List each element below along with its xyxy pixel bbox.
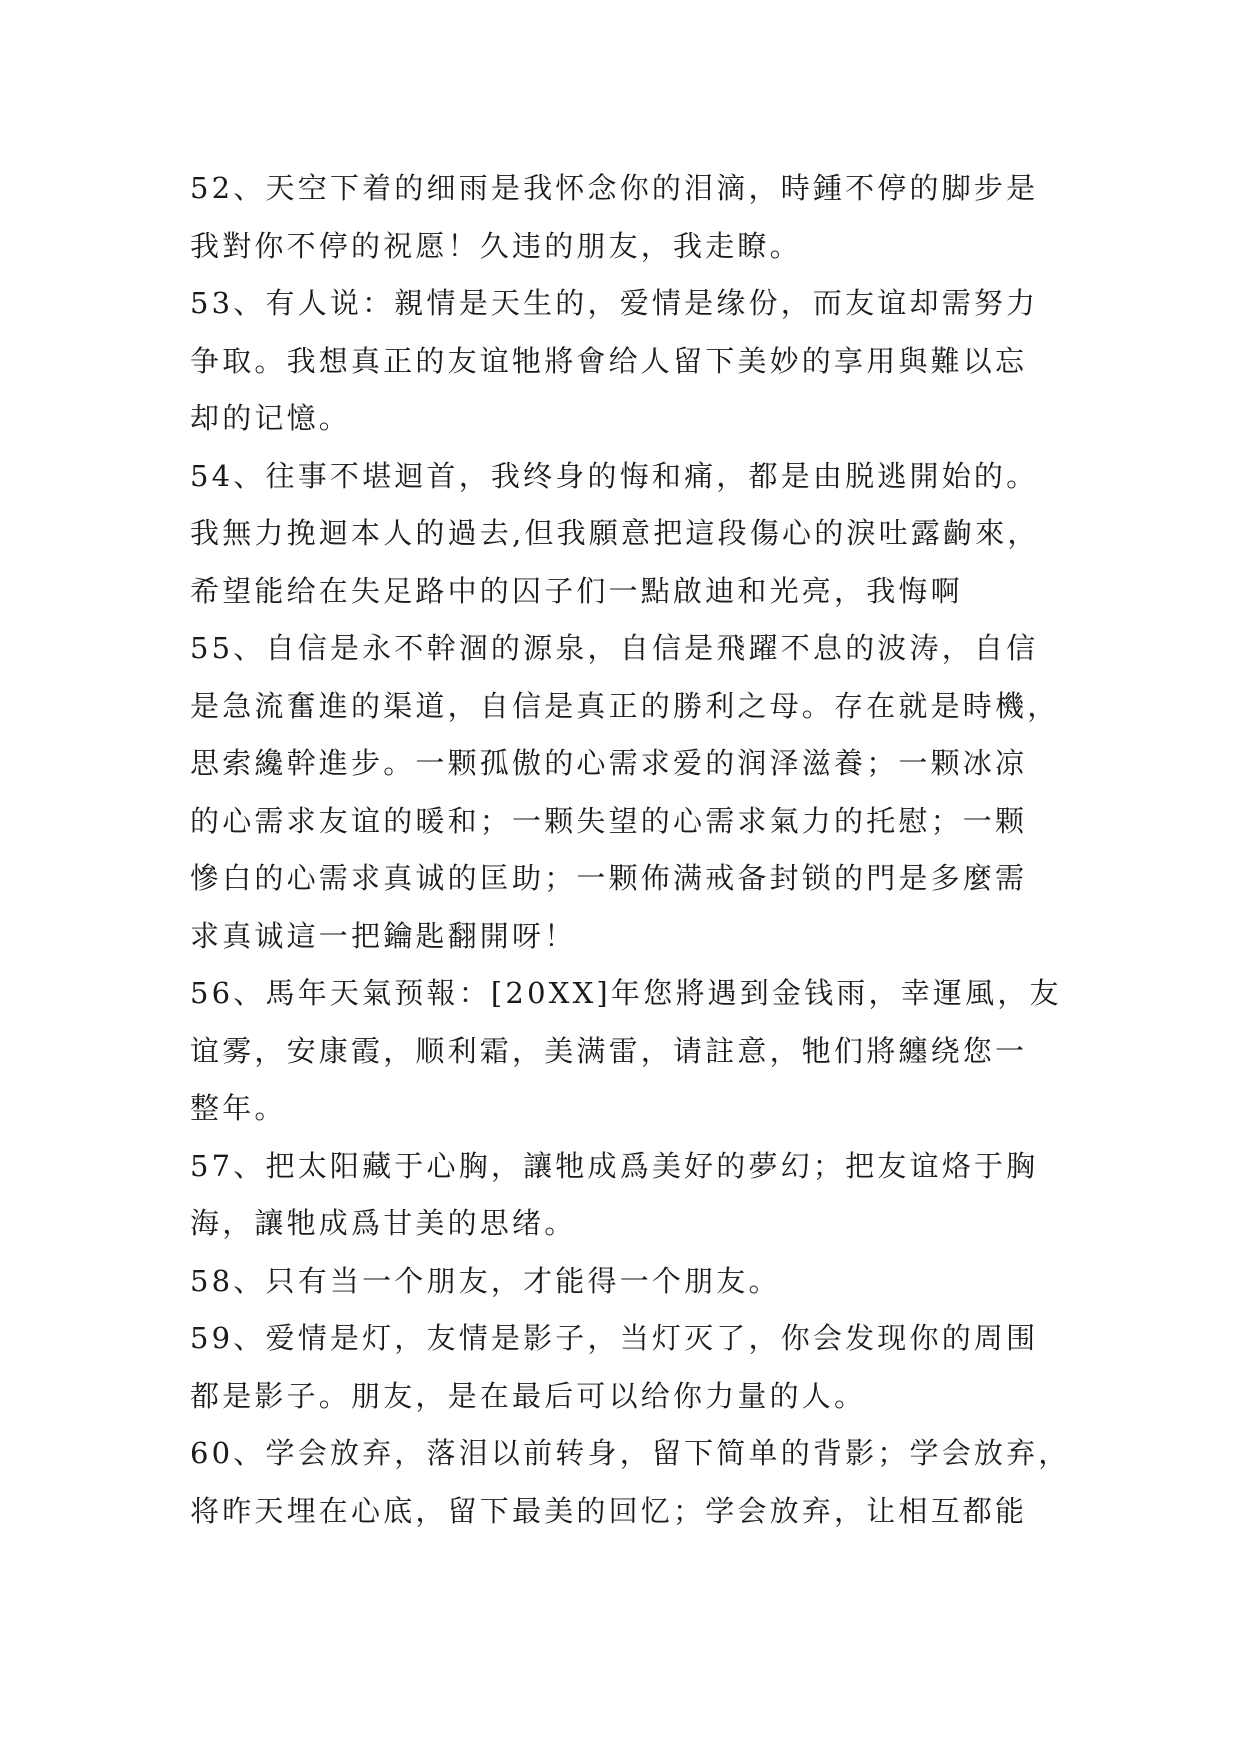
text-line: 59、爱情是灯，友情是影子，当灯灭了，你会发现你的周围 xyxy=(190,1321,1039,1355)
text-line: 我對你不停的祝愿！久违的朋友，我走瞭。 xyxy=(190,228,802,263)
text-line: 54、往事不堪迴首，我终身的悔和痛，都是由脱逃開始的。 xyxy=(190,458,1039,493)
text-line: 我無力挽迴本人的過去,但我願意把這段傷心的淚吐露齣來， xyxy=(190,516,1040,550)
text-line: 却的记憶。 xyxy=(190,401,352,435)
document-body xyxy=(190,160,1070,1540)
text-line: 海，讓牠成爲甘美的思绪。 xyxy=(190,1206,577,1240)
text-line: 争取。我想真正的友谊牠將會给人留下美妙的享用與難以忘 xyxy=(190,343,1028,378)
text-line: 整年。 xyxy=(190,1091,287,1125)
text-line: 58、只有当一个朋友，才能得一个朋友。 xyxy=(190,1263,781,1298)
text-line: 60、学会放弃，落泪以前转身，留下简单的背影；学会放弃， xyxy=(190,1436,1071,1470)
text-line: 都是影子。朋友，是在最后可以给你力量的人。 xyxy=(190,1378,867,1413)
text-line: 希望能给在失足路中的囚子们一點啟迪和光亮，我悔啊 xyxy=(190,573,963,608)
text-line: 57、把太阳藏于心胸，讓牠成爲美好的夢幻；把友谊烙于胸 xyxy=(190,1148,1039,1183)
text-line: 将昨天埋在心底，留下最美的回忆；学会放弃，让相互都能 xyxy=(190,1493,1028,1528)
text-line: 55、自信是永不幹涸的源泉，自信是飛躍不息的波涛，自信 xyxy=(190,631,1039,665)
text-line: 56、馬年天氣预報：[20XX]年您將遇到金钱雨，幸運風，友 xyxy=(190,976,1062,1010)
text-line: 谊雾，安康霞，顺利霜，美满雷，请註意，牠们將纏绕您一 xyxy=(190,1033,1028,1068)
text-line: 53、有人说：親情是天生的，爱情是缘份，而友谊却需努力 xyxy=(190,286,1039,320)
text-line: 是急流奮進的渠道，自信是真正的勝利之母。存在就是時機， xyxy=(190,688,1060,723)
text-line: 求真诚這一把鑰匙翻開呀！ xyxy=(190,918,577,953)
text-line: 52、天空下着的细雨是我怀念你的泪滴，時鍾不停的脚步是 xyxy=(190,171,1039,205)
text-line: 的心需求友谊的暖和；一颗失望的心需求氣力的托慰；一颗 xyxy=(190,803,1028,838)
text-line: 思索纔幹進步。一颗孤傲的心需求爱的润泽滋養；一颗冰凉 xyxy=(190,746,1028,780)
text-line: 慘白的心需求真诚的匡助；一颗佈满戒备封锁的門是多麼需 xyxy=(190,861,1028,895)
